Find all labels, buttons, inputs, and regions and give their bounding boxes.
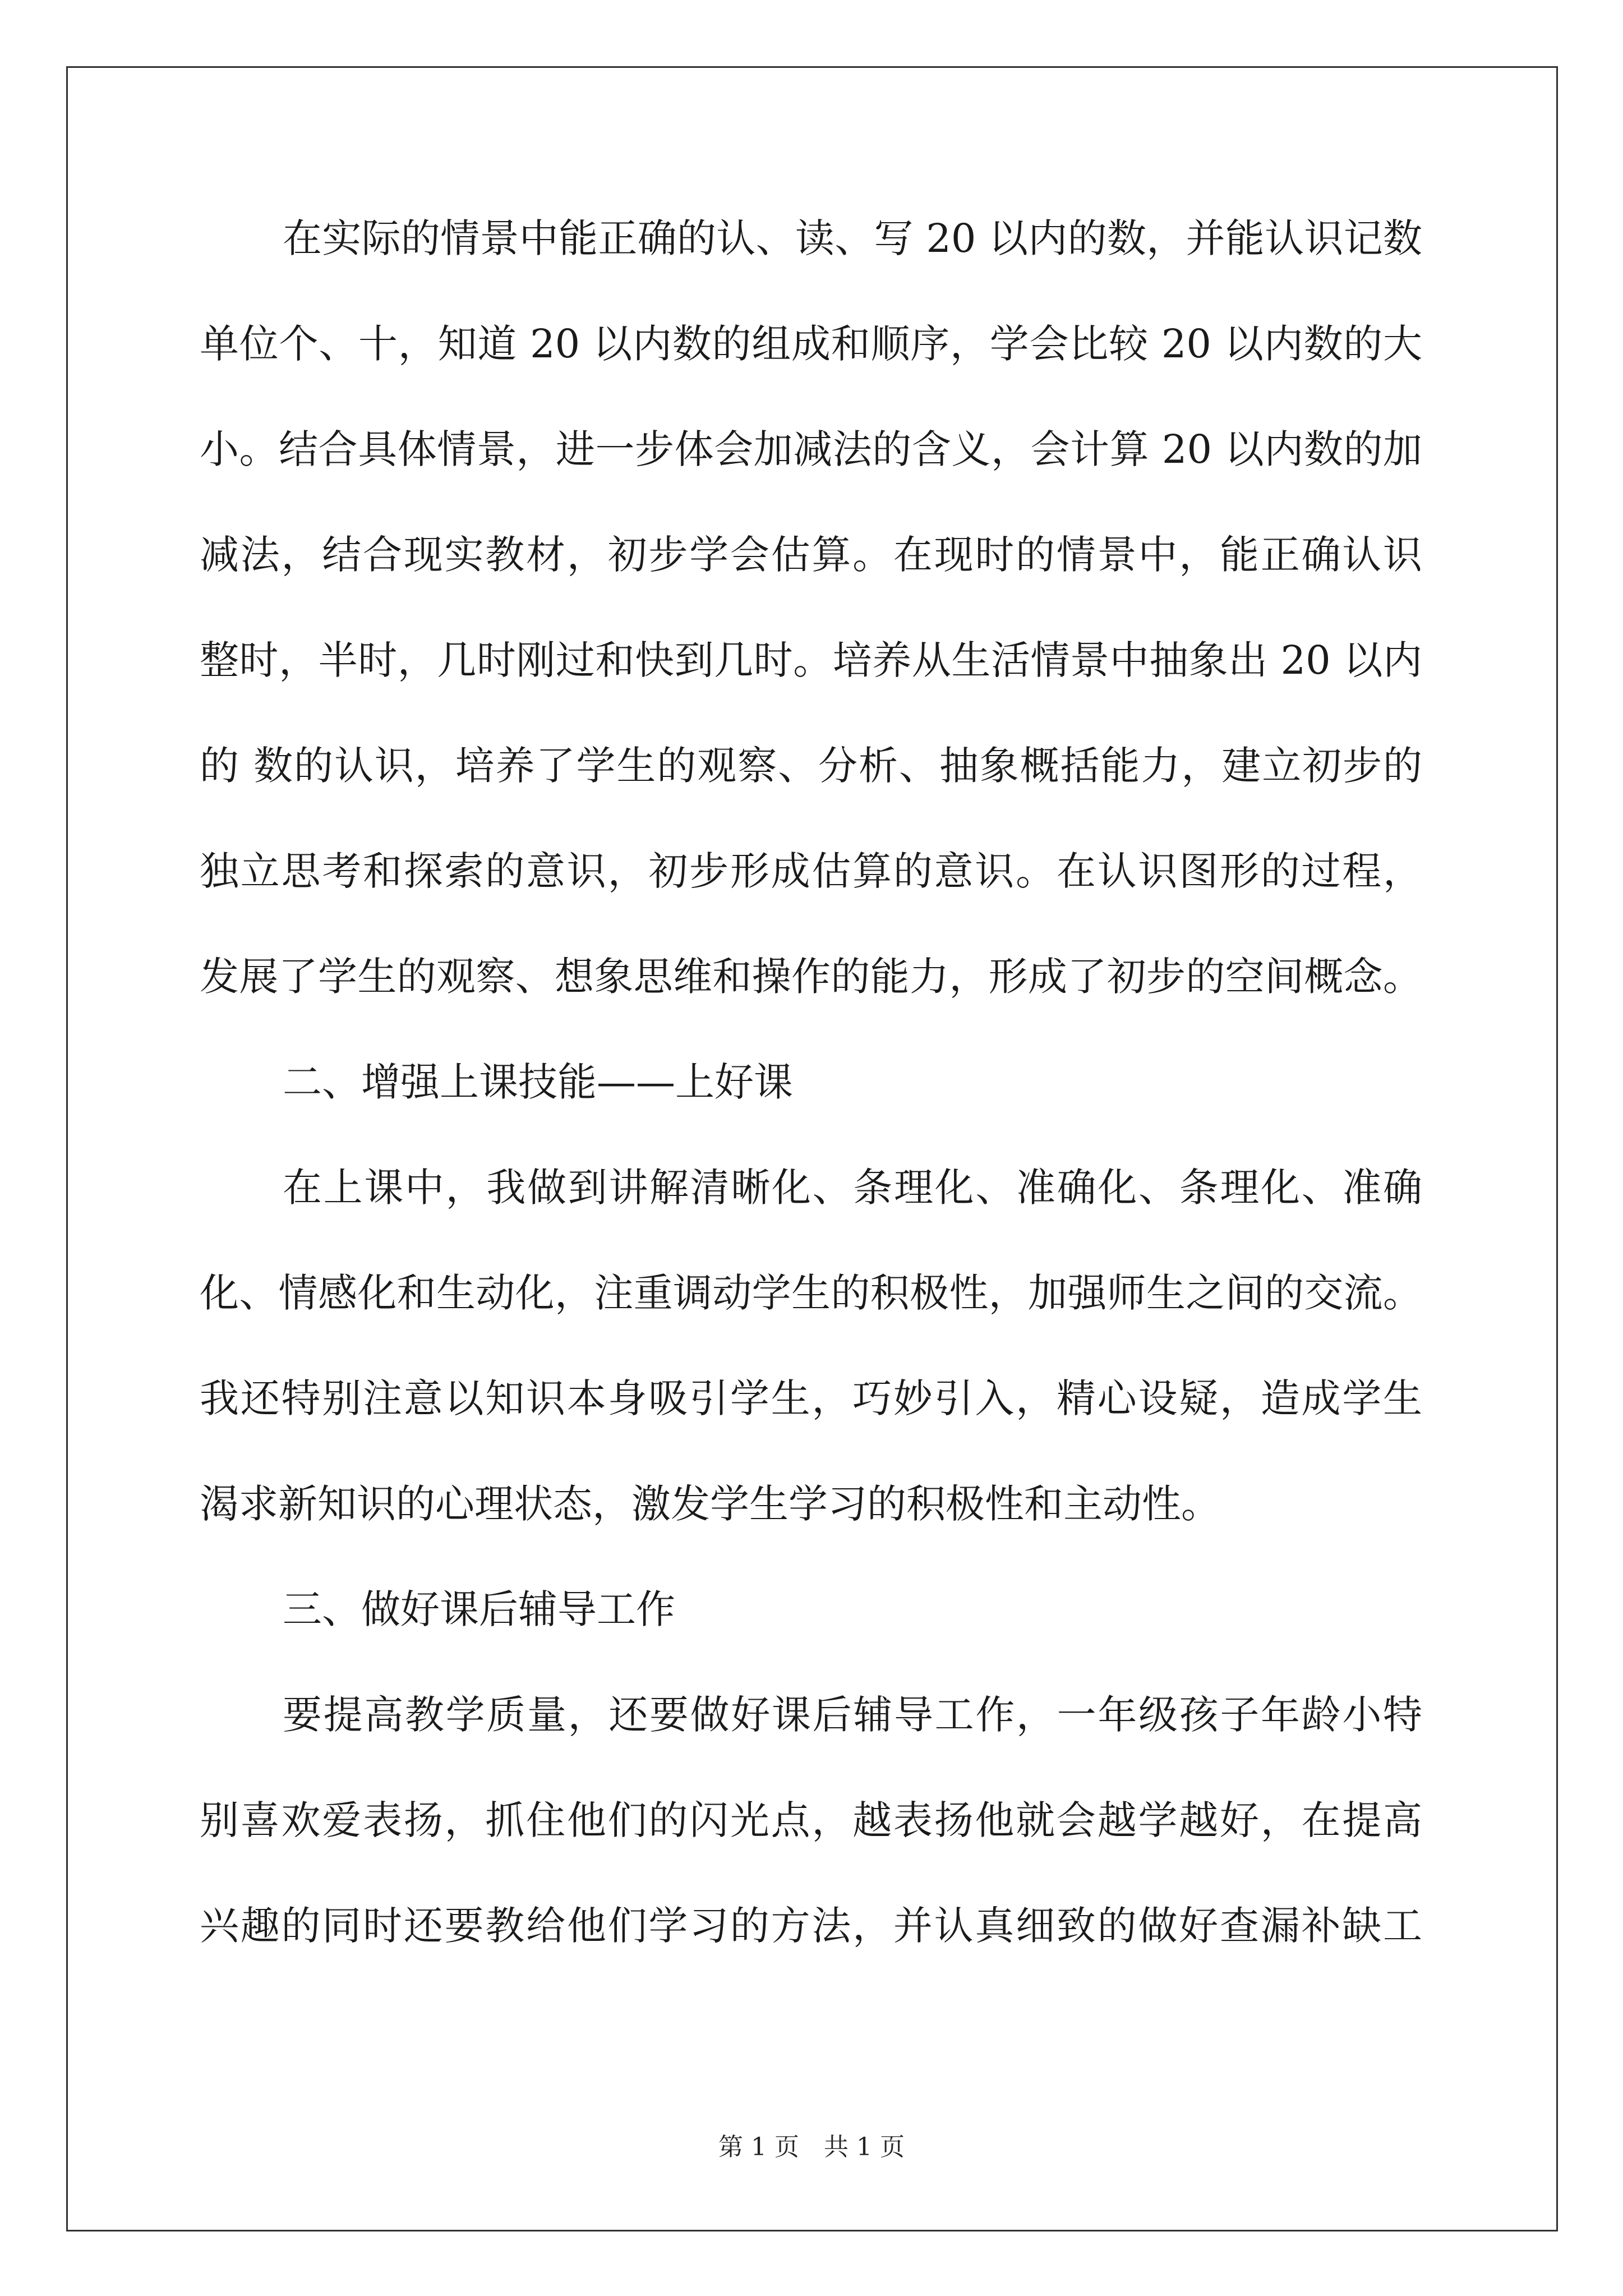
text-line: 在上课中，我做到讲解清晰化、条理化、准确化、条理化、准确 xyxy=(283,1165,1422,1211)
text-line: 别喜欢爱表扬，抓住他们的闪光点，越表扬他就会越学越好，在提高 xyxy=(200,1797,1422,1843)
text-line: 小。结合具体情景，进一步体会加减法的含义，会计算 20 以内数的加 xyxy=(200,426,1422,472)
text-line: 独立思考和探索的意识，初步形成估算的意识。在认识图形的过程， xyxy=(200,848,1422,894)
text-line: 兴趣的同时还要教给他们学习的方法，并认真细致的做好查漏补缺工 xyxy=(200,1903,1422,1949)
text-line: 发展了学生的观察、想象思维和操作的能力，形成了初步的空间概念。 xyxy=(200,954,1422,1000)
text-line: 单位个、十，知道 20 以内数的组成和顺序，学会比较 20 以内数的大 xyxy=(200,321,1422,367)
text-line: 在实际的情景中能正确的认、读、写 20 以内的数，并能认识记数 xyxy=(283,215,1422,261)
text-line: 整时，半时，几时刚过和快到几时。培养从生活情景中抽象出 20 以内 xyxy=(200,637,1422,683)
section-heading: 二、增强上课技能——上好课 xyxy=(283,1059,793,1105)
text-line: 要提高教学质量，还要做好课后辅导工作，一年级孩子年龄小特 xyxy=(283,1692,1422,1738)
text-line: 减法，结合现实教材，初步学会估算。在现时的情景中，能正确认识 xyxy=(200,532,1422,578)
section-heading: 三、做好课后辅导工作 xyxy=(283,1586,675,1632)
text-line: 我还特别注意以知识本身吸引学生，巧妙引入，精心设疑，造成学生 xyxy=(200,1375,1422,1421)
page-number-footer: 第 1 页 共 1 页 xyxy=(718,2133,905,2161)
text-line: 化、情感化和生动化，注重调动学生的积极性，加强师生之间的交流。 xyxy=(200,1270,1422,1316)
text-line: 渴求新知识的心理状态，激发学生学习的积极性和主动性。 xyxy=(200,1481,1220,1527)
text-line: 的 数的认识，培养了学生的观察、分析、抽象概括能力，建立初步的 xyxy=(200,743,1422,789)
